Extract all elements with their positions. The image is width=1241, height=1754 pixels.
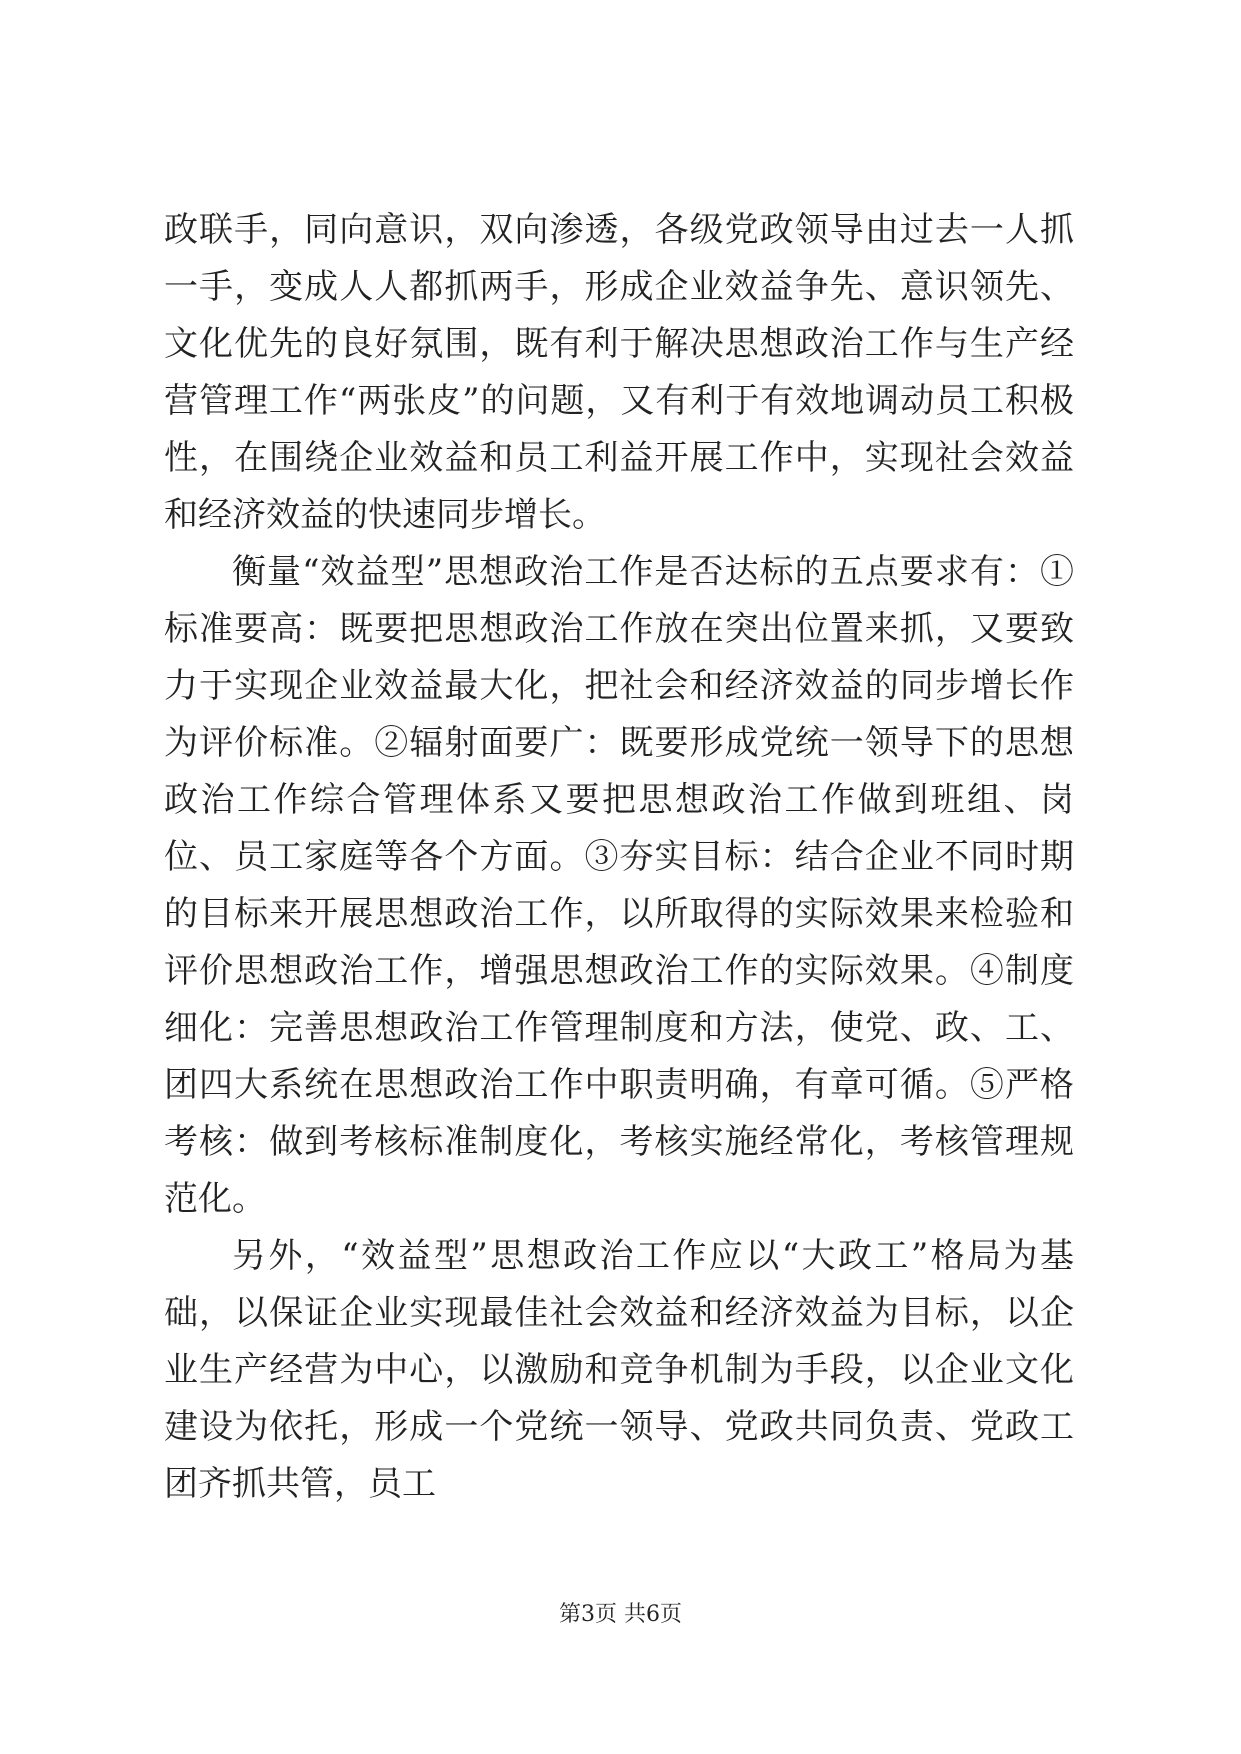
page-footer: 第3页 共6页 — [559, 1602, 682, 1627]
paragraph-additionally: 另外，“效益型”思想政治工作应以“大政工”格局为基础，以保证企业实现最佳社会效益和经济效益为目标，以企业生产经营为中心，以激励和竞争机制为手段，以企业文化建设为依托，形成一个党统一领导、党政共同负责、党政工团齐抓共管，员工 — [164, 1236, 1074, 1504]
paragraph-five-requirements: 衡量“效益型”思想政治工作是否达标的五点要求有：①标准要高：既要把思想政治工作放在突出位置来抓，又要致力于实现企业效益最大化，把社会和经济效益的同步增长作为评价标准。②辐射面要广：既要形成党统一领导下的思想政治工作综合管理体系又要把思想政治工作做到班组、岗位、员工家庭等各个方面。③夯实目标：结合企业不同时期的目标来开展思想政治工作，以所取得的实际效果来检验和评价思想政治工作，增强思想政治工作的实际效果。④制度细化：完善思想政治工作管理制度和方法，使党、政、工、团四大系统在思想政治工作中职责明确，有章可循。⑤严格考核：做到考核标准制度化，考核实施经常化，考核管理规范化。 — [164, 552, 1074, 1219]
document-body — [164, 202, 1074, 1513]
paragraph-continuation: 政联手，同向意识，双向渗透，各级党政领导由过去一人抓一手，变成人人都抓两手，形成企业效益争先、意识领先、文化优先的良好氛围，既有利于解决思想政治工作与生产经营管理工作“两张皮”的问题，又有利于有效地调动员工积极性，在围绕企业效益和员工利益开展工作中，实现社会效益和经济效益的快速同步增长。 — [164, 210, 1074, 535]
